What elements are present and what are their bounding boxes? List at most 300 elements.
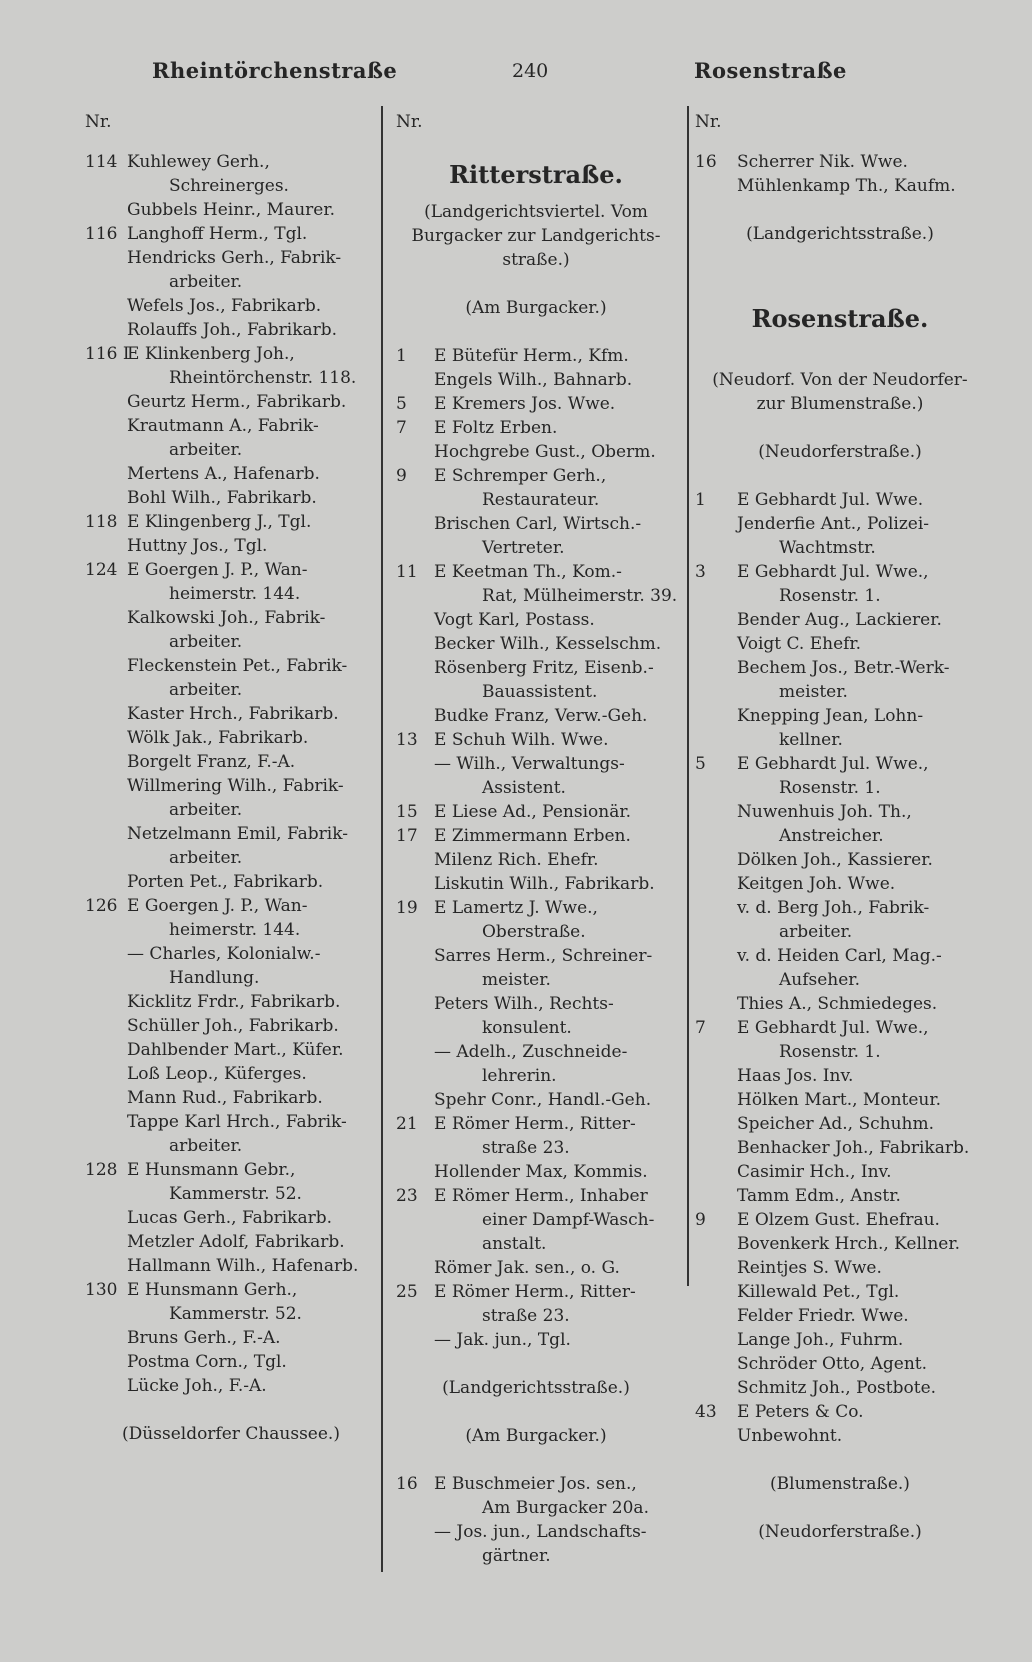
resident-text: E Kremers Jos. Wwe. — [434, 394, 616, 414]
resident-entry — [85, 726, 377, 750]
street-title-text: Rosenstraße. — [751, 304, 929, 333]
section-note — [390, 200, 682, 224]
house-number: 1 — [396, 346, 407, 366]
continuation-line — [695, 920, 985, 944]
section-note-text: (Neudorf. Von der Neudorfer- — [712, 370, 968, 390]
nr-label: Nr. — [695, 112, 722, 132]
resident-entry — [85, 1254, 377, 1278]
continuation-text: Rosenstr. 1. — [779, 586, 881, 606]
resident-entry — [390, 1328, 682, 1352]
running-header-left: Rheintörchenstraße — [152, 58, 398, 83]
resident-text: Bohl Wilh., Fabrikarb. — [127, 488, 317, 508]
section-note — [695, 440, 985, 464]
resident-entry — [85, 654, 377, 678]
section-note — [390, 1424, 682, 1448]
resident-entry — [85, 294, 377, 318]
house-number: 9 — [695, 1210, 706, 1230]
continuation-line — [85, 798, 377, 822]
resident-entry — [85, 1230, 377, 1254]
resident-text: Tamm Edm., Anstr. — [737, 1186, 901, 1206]
resident-entry — [390, 992, 682, 1016]
resident-entry — [695, 1424, 985, 1448]
resident-entry — [390, 848, 682, 872]
blank-line — [695, 416, 985, 440]
continuation-line — [390, 920, 682, 944]
resident-entry — [85, 1350, 377, 1374]
section-note-text: (Landgerichtsstraße.) — [442, 1378, 630, 1398]
continuation-line — [390, 1304, 682, 1328]
section-note-text: (Düsseldorfer Chaussee.) — [122, 1424, 340, 1444]
house-entry — [85, 510, 377, 534]
house-entry — [390, 728, 682, 752]
continuation-text: Assistent. — [482, 778, 566, 798]
continuation-text: arbeiter. — [169, 680, 243, 700]
resident-text: E Römer Herm., Ritter- — [434, 1282, 636, 1302]
resident-text: E Hunsmann Gerh., — [127, 1280, 298, 1300]
house-entry — [85, 1158, 377, 1182]
house-number: 15 — [396, 802, 418, 822]
resident-text: Geurtz Herm., Fabrikarb. — [127, 392, 347, 412]
section-note-text: (Am Burgacker.) — [465, 298, 607, 318]
continuation-text: Kammerstr. 52. — [169, 1184, 302, 1204]
resident-text: Schmitz Joh., Postbote. — [737, 1378, 937, 1398]
resident-entry — [85, 414, 377, 438]
resident-entry — [695, 1352, 985, 1376]
resident-text: Porten Pet., Fabrikarb. — [127, 872, 324, 892]
continuation-line — [695, 1040, 985, 1064]
resident-text: v. d. Heiden Carl, Mag.- — [737, 946, 942, 966]
resident-text: — Jak. jun., Tgl. — [434, 1330, 571, 1350]
house-number: 3 — [695, 562, 706, 582]
resident-entry — [390, 656, 682, 680]
continuation-line — [695, 584, 985, 608]
continuation-line — [85, 966, 377, 990]
resident-text: Schröder Otto, Agent. — [737, 1354, 927, 1374]
continuation-text: Restaurateur. — [482, 490, 600, 510]
resident-text: Peters Wilh., Rechts- — [434, 994, 614, 1014]
section-note-text: (Neudorferstraße.) — [758, 1522, 922, 1542]
section-note-text: (Landgerichtsstraße.) — [746, 224, 934, 244]
resident-text: Kaster Hrch., Fabrikarb. — [127, 704, 339, 724]
continuation-line — [390, 1136, 682, 1160]
house-entry — [85, 1278, 377, 1302]
resident-text: Engels Wilh., Bahnarb. — [434, 370, 633, 390]
continuation-text: anstalt. — [482, 1234, 547, 1254]
resident-text: Vogt Karl, Postass. — [434, 610, 595, 630]
resident-entry — [390, 752, 682, 776]
resident-text: Brischen Carl, Wirtsch.- — [434, 514, 642, 534]
resident-entry — [695, 1376, 985, 1400]
continuation-line — [390, 536, 682, 560]
resident-text: Benhacker Joh., Fabrikarb. — [737, 1138, 970, 1158]
house-entry — [390, 464, 682, 488]
house-number: 130 — [85, 1280, 118, 1300]
resident-entry — [390, 608, 682, 632]
section-note-text: zur Blumenstraße.) — [756, 394, 924, 414]
blank-line — [695, 464, 985, 488]
resident-text: Rolauffs Joh., Fabrikarb. — [127, 320, 338, 340]
section-note — [695, 1520, 985, 1544]
continuation-text: Anstreicher. — [779, 826, 884, 846]
blank-line — [85, 1398, 377, 1422]
house-entry — [390, 1112, 682, 1136]
house-entry — [85, 342, 377, 366]
resident-text: Jenderfie Ant., Polizei- — [737, 514, 930, 534]
resident-entry — [390, 632, 682, 656]
house-entry — [695, 1400, 985, 1424]
resident-entry — [695, 800, 985, 824]
section-note-text: Burgacker zur Landgerichts- — [411, 226, 661, 246]
continuation-text: Rat, Mülheimerstr. 39. — [482, 586, 678, 606]
continuation-text: Vertreter. — [482, 538, 565, 558]
continuation-line — [695, 824, 985, 848]
resident-entry — [390, 1040, 682, 1064]
resident-entry — [85, 246, 377, 270]
resident-text: Bechem Jos., Betr.-Werk- — [737, 658, 950, 678]
house-entry — [390, 344, 682, 368]
continuation-line — [695, 776, 985, 800]
resident-text: Hallmann Wilh., Hafenarb. — [127, 1256, 359, 1276]
resident-text: Kicklitz Frdr., Fabrikarb. — [127, 992, 341, 1012]
section-note — [695, 222, 985, 246]
continuation-line — [85, 438, 377, 462]
resident-text: Langhoff Herm., Tgl. — [127, 224, 308, 244]
blank-line — [695, 246, 985, 270]
continuation-text: meister. — [482, 970, 551, 990]
resident-entry — [85, 1062, 377, 1086]
resident-text: E Buschmeier Jos. sen., — [434, 1474, 637, 1494]
continuation-line — [85, 582, 377, 606]
continuation-line — [390, 1496, 682, 1520]
resident-text: Hollender Max, Kommis. — [434, 1162, 648, 1182]
resident-entry — [85, 1326, 377, 1350]
continuation-text: arbeiter. — [169, 800, 243, 820]
resident-text: Kuhlewey Gerh., — [127, 152, 270, 172]
house-number: 126 — [85, 896, 118, 916]
resident-text: v. d. Berg Joh., Fabrik- — [737, 898, 930, 918]
continuation-line — [85, 270, 377, 294]
house-number: 17 — [396, 826, 418, 846]
resident-text: Gubbels Heinr., Maurer. — [127, 200, 336, 220]
column-rosenstrasse — [695, 110, 985, 1544]
continuation-line — [390, 488, 682, 512]
resident-text: Tappe Karl Hrch., Fabrik- — [127, 1112, 347, 1132]
house-number: 5 — [695, 754, 706, 774]
resident-text: Nuwenhuis Joh. Th., — [737, 802, 912, 822]
resident-entry — [695, 1064, 985, 1088]
nr-label: Nr. — [85, 112, 112, 132]
continuation-text: einer Dampf-Wasch- — [482, 1210, 655, 1230]
resident-text: Wölk Jak., Fabrikarb. — [127, 728, 309, 748]
continuation-text: Bauassistent. — [482, 682, 598, 702]
house-number: 1 — [695, 490, 706, 510]
house-number: 7 — [396, 418, 407, 438]
resident-entry — [695, 1328, 985, 1352]
resident-text: Lange Joh., Fuhrm. — [737, 1330, 904, 1350]
resident-entry — [695, 1280, 985, 1304]
resident-text: E Keetman Th., Kom.- — [434, 562, 622, 582]
section-note — [390, 1376, 682, 1400]
resident-entry — [85, 750, 377, 774]
continuation-text: arbeiter. — [169, 632, 243, 652]
house-entry — [390, 1472, 682, 1496]
street-title-text: Ritterstraße. — [449, 160, 623, 189]
resident-text: Dölken Joh., Kassierer. — [737, 850, 933, 870]
resident-text: Killewald Pet., Tgl. — [737, 1282, 900, 1302]
continuation-line — [85, 630, 377, 654]
resident-text: E Zimmermann Erben. — [434, 826, 631, 846]
resident-entry — [85, 990, 377, 1014]
resident-text: Fleckenstein Pet., Fabrik- — [127, 656, 348, 676]
house-entry — [390, 1280, 682, 1304]
continuation-text: straße 23. — [482, 1306, 570, 1326]
continuation-line — [85, 1302, 377, 1326]
page-number: 240 — [512, 60, 549, 82]
continuation-line — [85, 846, 377, 870]
resident-text: Mann Rud., Fabrikarb. — [127, 1088, 323, 1108]
blank-line — [695, 198, 985, 222]
house-number: 25 — [396, 1282, 418, 1302]
resident-text: Borgelt Franz, F.-A. — [127, 752, 296, 772]
continuation-line — [390, 680, 682, 704]
house-entry — [695, 150, 985, 174]
blank-line — [695, 1448, 985, 1472]
continuation-line — [695, 728, 985, 752]
resident-text: Knepping Jean, Lohn- — [737, 706, 924, 726]
house-number: 16 — [396, 1474, 418, 1494]
resident-entry — [390, 1160, 682, 1184]
section-note-text: (Am Burgacker.) — [465, 1426, 607, 1446]
continuation-text: heimerstr. 144. — [169, 920, 301, 940]
blank-line — [390, 272, 682, 296]
resident-entry — [85, 702, 377, 726]
house-entry — [85, 222, 377, 246]
resident-text: Liskutin Wilh., Fabrikarb. — [434, 874, 655, 894]
house-entry — [390, 1184, 682, 1208]
column-divider — [687, 106, 689, 1286]
continuation-text: straße 23. — [482, 1138, 570, 1158]
resident-text: Römer Jak. sen., o. G. — [434, 1258, 620, 1278]
continuation-line — [390, 1544, 682, 1568]
resident-entry — [695, 1304, 985, 1328]
house-number: 114 — [85, 152, 118, 172]
resident-text: E Gebhardt Jul. Wwe. — [737, 490, 924, 510]
resident-entry — [695, 1184, 985, 1208]
house-entry — [85, 894, 377, 918]
blank-line — [695, 344, 985, 368]
resident-entry — [85, 1206, 377, 1230]
resident-entry — [695, 1088, 985, 1112]
continuation-line — [390, 1064, 682, 1088]
continuation-text: Oberstraße. — [482, 922, 586, 942]
house-number: 128 — [85, 1160, 118, 1180]
resident-text: Rösenberg Fritz, Eisenb.- — [434, 658, 654, 678]
resident-entry — [695, 1256, 985, 1280]
continuation-text: Rheintörchenstr. 118. — [169, 368, 357, 388]
house-number: 11 — [396, 562, 418, 582]
house-entry — [85, 558, 377, 582]
number-column-label — [695, 110, 985, 150]
resident-text: Felder Friedr. Wwe. — [737, 1306, 909, 1326]
resident-entry — [85, 870, 377, 894]
resident-text: E Schuh Wilh. Wwe. — [434, 730, 609, 750]
resident-text: Krautmann A., Fabrik- — [127, 416, 319, 436]
resident-entry — [85, 606, 377, 630]
resident-entry — [85, 774, 377, 798]
continuation-line — [695, 536, 985, 560]
house-number: 16 — [695, 152, 717, 172]
house-entry — [695, 488, 985, 512]
resident-text: Loß Leop., Küferges. — [127, 1064, 307, 1084]
house-entry — [85, 150, 377, 174]
blank-line — [390, 1352, 682, 1376]
blank-line — [695, 270, 985, 294]
blank-line — [390, 320, 682, 344]
resident-text: E Gebhardt Jul. Wwe., — [737, 562, 929, 582]
house-entry — [390, 392, 682, 416]
section-note-text: (Landgerichtsviertel. Vom — [424, 202, 648, 222]
resident-entry — [695, 512, 985, 536]
resident-text: Budke Franz, Verw.-Geh. — [434, 706, 648, 726]
continuation-line — [390, 1208, 682, 1232]
house-number: 43 — [695, 1402, 717, 1422]
resident-text: Lücke Joh., F.-A. — [127, 1376, 267, 1396]
house-number: 19 — [396, 898, 418, 918]
resident-text: E Liese Ad., Pensionär. — [434, 802, 631, 822]
resident-text: Thies A., Schmiedeges. — [737, 994, 938, 1014]
resident-entry — [85, 1110, 377, 1134]
continuation-line — [390, 968, 682, 992]
resident-text: Postma Corn., Tgl. — [127, 1352, 287, 1372]
continuation-text: gärtner. — [482, 1546, 551, 1566]
resident-entry — [85, 1038, 377, 1062]
resident-text: E Goergen J. P., Wan- — [127, 560, 308, 580]
blank-line — [695, 1496, 985, 1520]
continuation-line — [390, 584, 682, 608]
resident-entry — [85, 534, 377, 558]
continuation-line — [85, 1134, 377, 1158]
resident-entry — [85, 1374, 377, 1398]
resident-text: Haas Jos. Inv. — [737, 1066, 854, 1086]
resident-text: Keitgen Joh. Wwe. — [737, 874, 896, 894]
resident-text: Speicher Ad., Schuhm. — [737, 1114, 934, 1134]
resident-entry — [695, 896, 985, 920]
continuation-text: Schreinerges. — [169, 176, 289, 196]
house-number: 21 — [396, 1114, 418, 1134]
resident-text: E Hunsmann Gebr., — [127, 1160, 296, 1180]
resident-text: E Gebhardt Jul. Wwe., — [737, 1018, 929, 1038]
resident-text: E Klinkenberg Joh., — [127, 344, 295, 364]
resident-entry — [85, 1086, 377, 1110]
resident-entry — [390, 512, 682, 536]
resident-entry — [390, 872, 682, 896]
house-entry — [390, 800, 682, 824]
section-note — [695, 1472, 985, 1496]
resident-text: — Adelh., Zuschneide- — [434, 1042, 628, 1062]
house-number: 9 — [396, 466, 407, 486]
resident-text: E Schremper Gerh., — [434, 466, 607, 486]
continuation-text: konsulent. — [482, 1018, 572, 1038]
continuation-line — [695, 680, 985, 704]
resident-text: E Bütefür Herm., Kfm. — [434, 346, 629, 366]
house-entry — [695, 560, 985, 584]
house-entry — [390, 896, 682, 920]
house-number: 7 — [695, 1018, 706, 1038]
resident-entry — [85, 486, 377, 510]
resident-text: Hölken Mart., Monteur. — [737, 1090, 942, 1110]
section-note — [390, 224, 682, 248]
resident-text: E Römer Herm., Ritter- — [434, 1114, 636, 1134]
continuation-text: lehrerin. — [482, 1066, 557, 1086]
resident-text: Kalkowski Joh., Fabrik- — [127, 608, 326, 628]
resident-entry — [390, 1256, 682, 1280]
column-rheintoerchenstrasse — [85, 110, 377, 1446]
resident-entry — [695, 872, 985, 896]
continuation-text: Rosenstr. 1. — [779, 778, 881, 798]
continuation-text: Am Burgacker 20a. — [482, 1498, 649, 1518]
resident-text: Huttny Jos., Tgl. — [127, 536, 268, 556]
number-column-label — [390, 110, 682, 150]
column-ritterstrasse — [390, 110, 682, 1568]
house-entry — [695, 1016, 985, 1040]
resident-entry — [695, 992, 985, 1016]
blank-line — [390, 1400, 682, 1424]
continuation-text: heimerstr. 144. — [169, 584, 301, 604]
resident-entry — [695, 848, 985, 872]
house-number: 5 — [396, 394, 407, 414]
resident-text: — Wilh., Verwaltungs- — [434, 754, 625, 774]
section-note — [390, 296, 682, 320]
resident-text: E Gebhardt Jul. Wwe., — [737, 754, 929, 774]
resident-text: Scherrer Nik. Wwe. — [737, 152, 908, 172]
resident-text: — Jos. jun., Landschafts- — [434, 1522, 647, 1542]
resident-entry — [85, 942, 377, 966]
house-entry — [695, 1208, 985, 1232]
resident-entry — [390, 440, 682, 464]
resident-text: — Charles, Kolonialw.- — [127, 944, 321, 964]
resident-text: E Klingenberg J., Tgl. — [127, 512, 312, 532]
running-header-right: Rosenstraße — [694, 58, 847, 83]
resident-text: Bruns Gerh., F.-A. — [127, 1328, 281, 1348]
resident-text: Metzler Adolf, Fabrikarb. — [127, 1232, 345, 1252]
continuation-line — [390, 1232, 682, 1256]
resident-entry — [390, 1520, 682, 1544]
resident-text: Netzelmann Emil, Fabrik- — [127, 824, 348, 844]
resident-entry — [695, 656, 985, 680]
number-column-label — [85, 110, 377, 150]
column-divider — [381, 106, 383, 1572]
continuation-text: Handlung. — [169, 968, 260, 988]
resident-text: Willmering Wilh., Fabrik- — [127, 776, 344, 796]
continuation-text: kellner. — [779, 730, 843, 750]
continuation-text: Rosenstr. 1. — [779, 1042, 881, 1062]
resident-text: Sarres Herm., Schreiner- — [434, 946, 653, 966]
continuation-text: meister. — [779, 682, 848, 702]
resident-text: Dahlbender Mart., Küfer. — [127, 1040, 344, 1060]
resident-entry — [695, 1136, 985, 1160]
section-note — [695, 392, 985, 416]
continuation-line — [390, 776, 682, 800]
house-entry — [695, 752, 985, 776]
house-number: 23 — [396, 1186, 418, 1206]
resident-entry — [695, 174, 985, 198]
section-note-text: straße.) — [502, 250, 570, 270]
resident-text: Hochgrebe Gust., Oberm. — [434, 442, 656, 462]
continuation-line — [85, 1182, 377, 1206]
house-number: 13 — [396, 730, 418, 750]
continuation-line — [695, 968, 985, 992]
continuation-text: arbeiter. — [779, 922, 853, 942]
